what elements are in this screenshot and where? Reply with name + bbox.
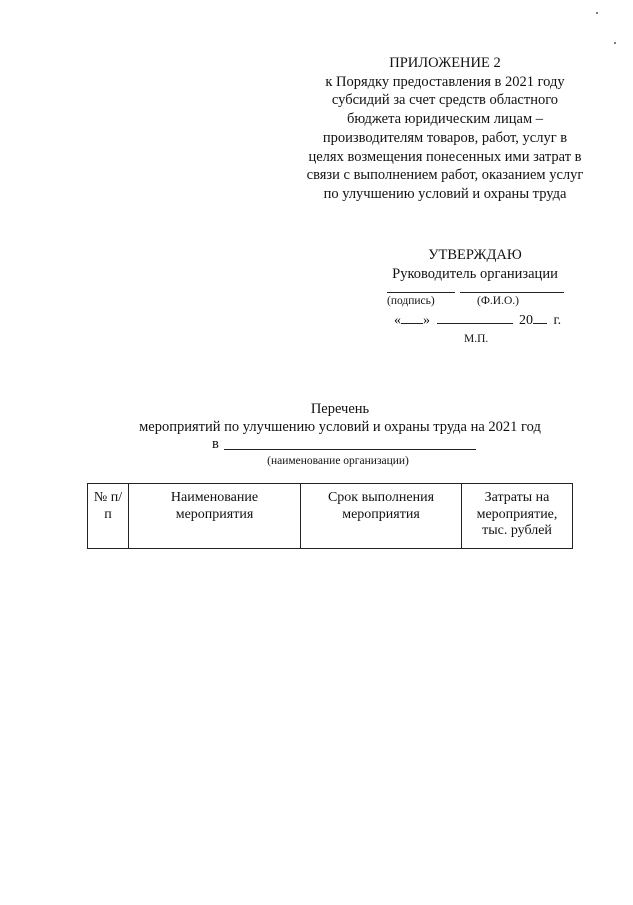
appendix-line: бюджета юридическим лицам – — [346, 111, 544, 128]
list-title: Перечень — [310, 401, 370, 417]
organization-blank — [224, 449, 476, 450]
appendix-title: ПРИЛОЖЕНИЕ 2 — [389, 55, 501, 71]
year-blank — [533, 311, 547, 324]
signature-labels — [368, 295, 582, 309]
date-close-quote: » — [423, 313, 430, 328]
month-blank — [437, 311, 513, 324]
approval-block — [368, 246, 582, 329]
date-line — [368, 309, 582, 329]
signature-label: (подпись) — [387, 295, 435, 307]
signature-line — [387, 292, 455, 293]
table-header-row — [88, 484, 573, 549]
approval-title: УТВЕРЖДАЮ — [428, 247, 522, 263]
appendix-line: субсидий за счет средств областного — [331, 92, 559, 109]
list-subtitle: мероприятий по улучшению условий и охраны труда на 2021 год — [139, 419, 541, 435]
scan-speck — [614, 42, 616, 44]
measures-table — [87, 483, 573, 549]
scan-speck — [596, 12, 598, 14]
column-header-deadline: Срок выполнения мероприятия — [301, 484, 462, 549]
organization-caption: (наименование организации) — [267, 455, 409, 467]
appendix-line: по улучшению условий и охраны труда — [323, 185, 567, 202]
approval-role: Руководитель организации — [392, 266, 558, 282]
list-heading — [100, 400, 580, 436]
appendix-block — [280, 54, 610, 204]
day-blank — [401, 311, 423, 324]
signature-lines — [368, 283, 582, 295]
appendix-line: связи с выполнением работ, оказанием услуг — [306, 167, 584, 184]
column-header-number: № п/п — [88, 484, 129, 549]
year-prefix: 20 — [519, 313, 533, 328]
name-line — [460, 292, 564, 293]
year-suffix: г. — [553, 313, 562, 328]
appendix-line: целях возмещения понесенных ими затрат в — [308, 148, 582, 165]
column-header-cost: Затраты на мероприятие, тыс. рублей — [462, 484, 573, 549]
appendix-line: к Порядку предоставления в 2021 году — [325, 73, 565, 90]
date-open-quote: « — [394, 313, 401, 328]
organization-prefix: в — [212, 436, 219, 452]
seal-label: М.П. — [464, 333, 489, 345]
appendix-line: производителям товаров, работ, услуг в — [322, 129, 568, 146]
column-header-name: Наименование мероприятия — [129, 484, 301, 549]
name-label: (Ф.И.О.) — [477, 295, 519, 307]
organization-row — [212, 436, 472, 454]
